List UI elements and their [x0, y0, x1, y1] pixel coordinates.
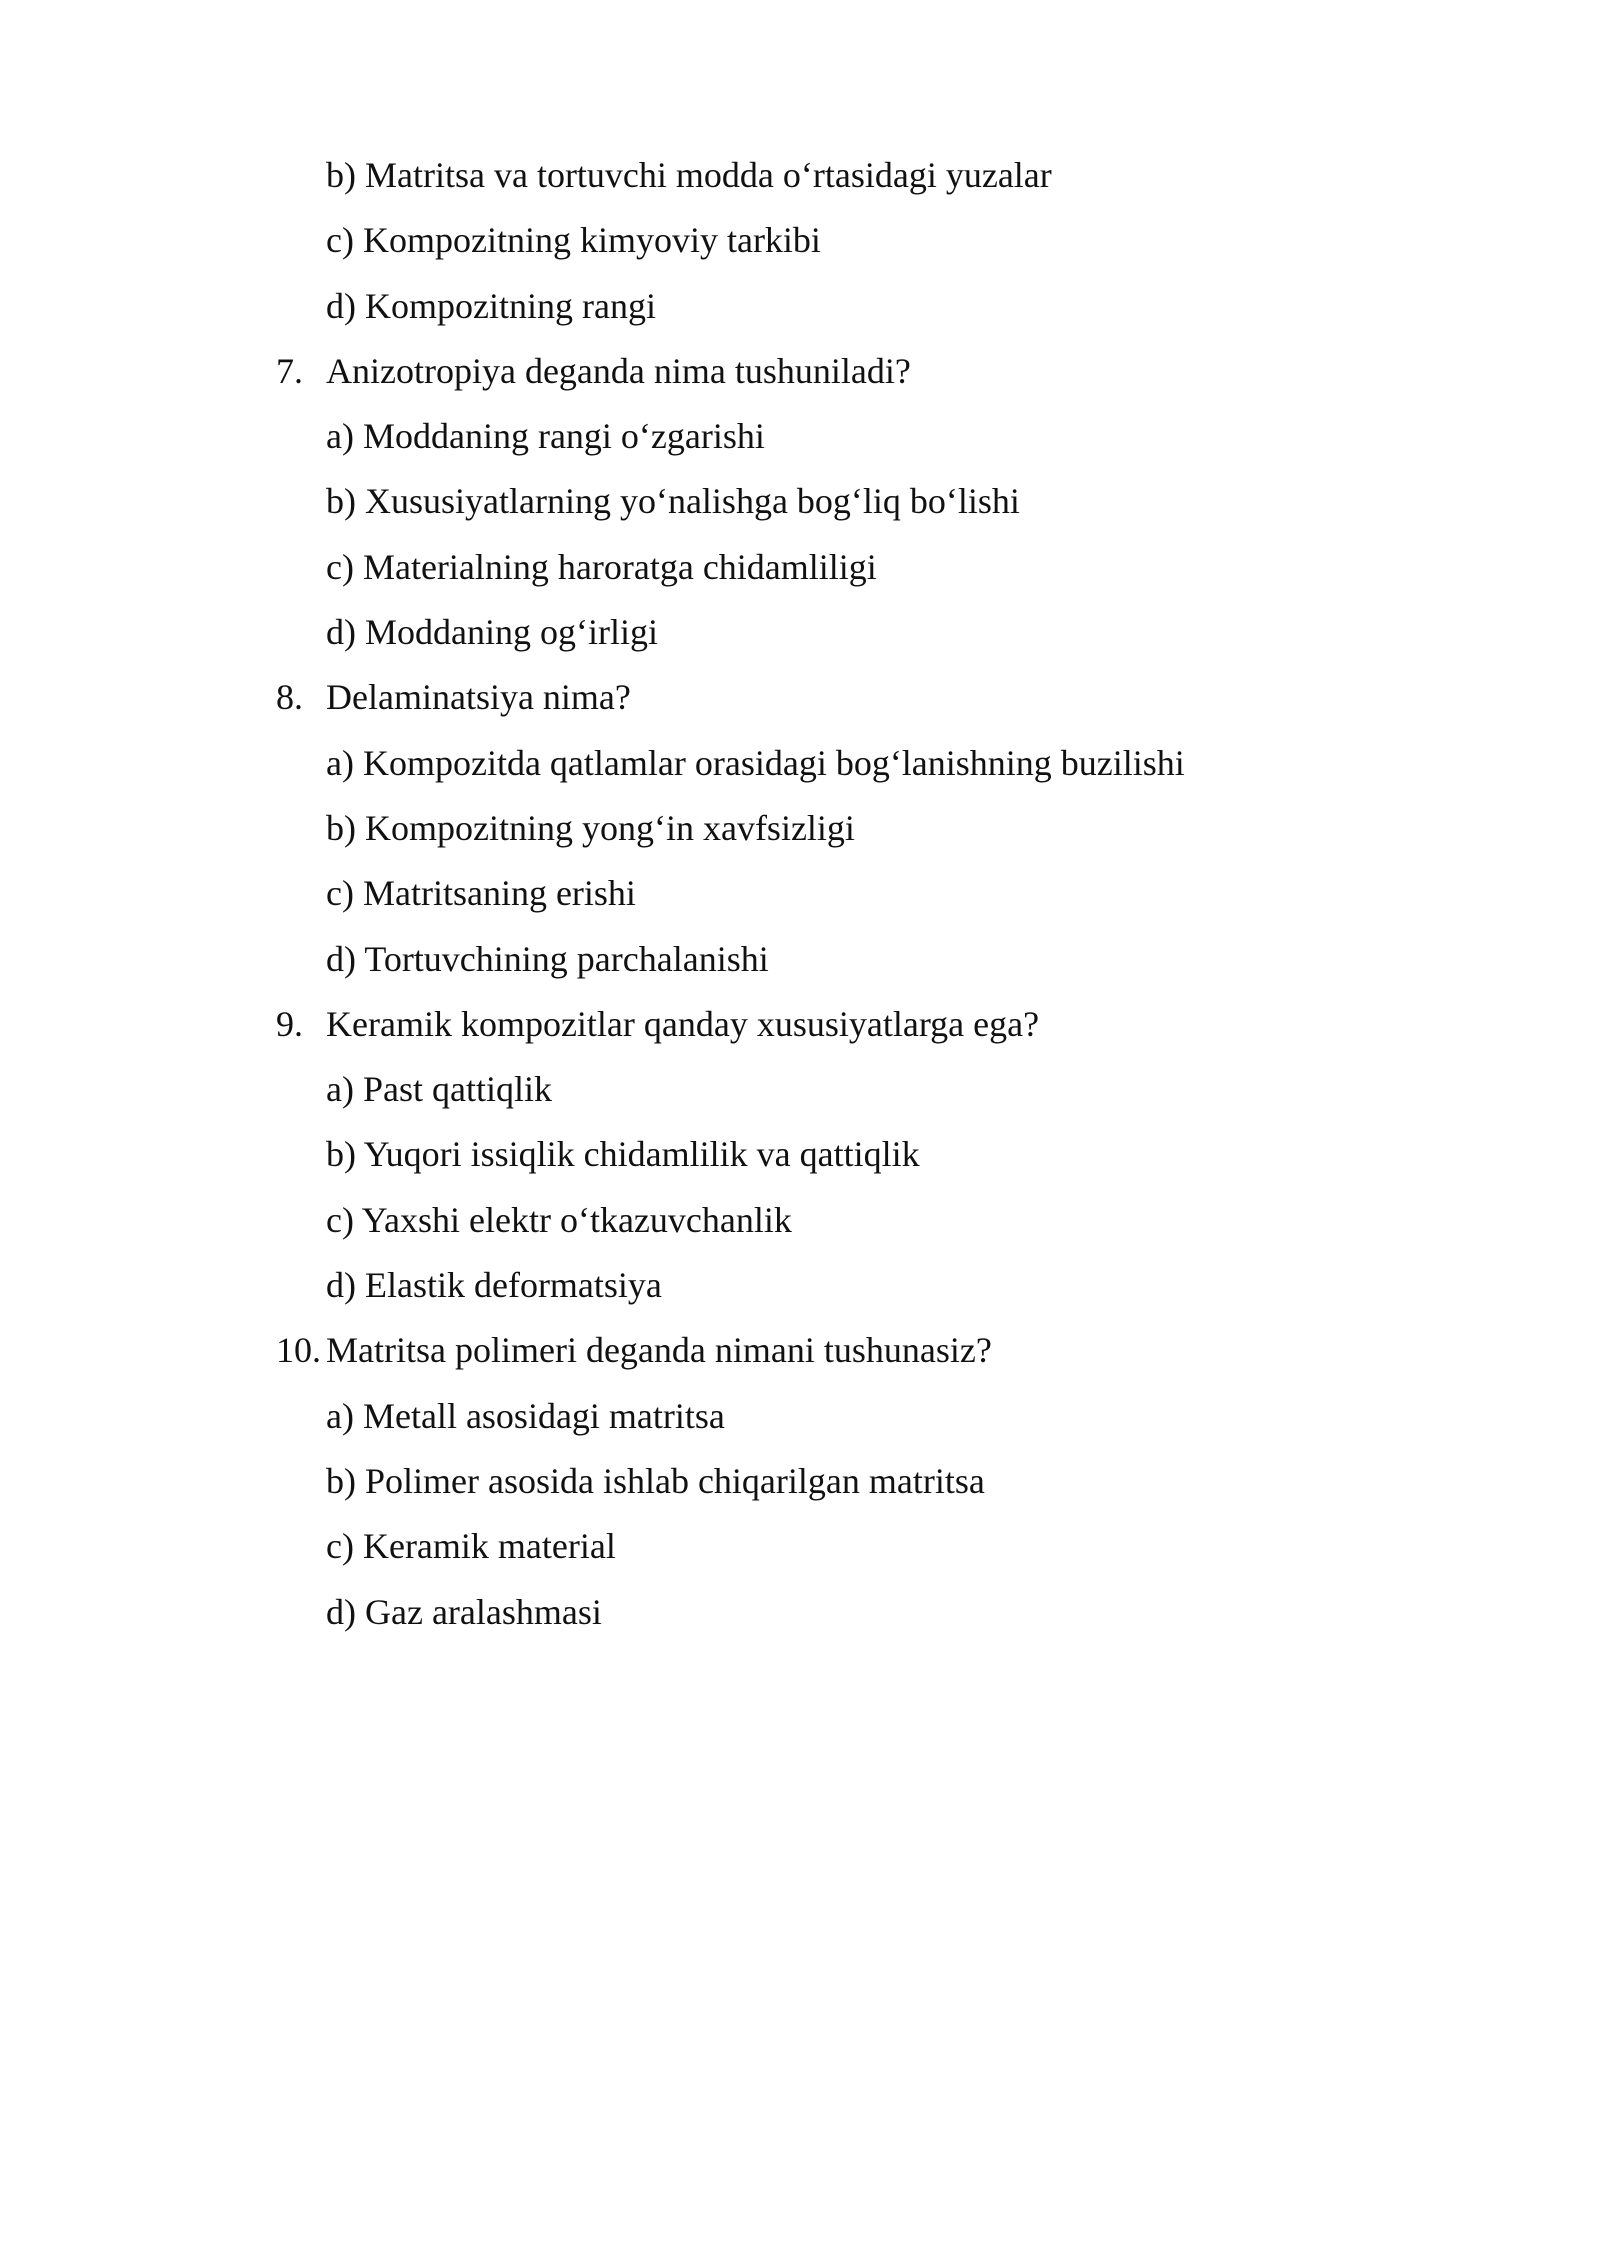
answer-option: d) Moddaning og‘irligi: [326, 612, 658, 653]
question-text: Matritsa polimeri deganda nimani tushunasiz?: [326, 1330, 992, 1371]
quiz-content: [276, 143, 1376, 1645]
answer-option: b) Kompozitning yong‘in xavfsizligi: [326, 807, 855, 848]
question-text: Delaminatsiya nima?: [326, 677, 631, 718]
answer-option: c) Yaxshi elektr o‘tkazuvchanlik: [326, 1199, 792, 1240]
answer-option: c) Matritsaning erishi: [326, 873, 636, 914]
question-9: [276, 992, 1376, 1057]
answer-option: a) Kompozitda qatlamlar orasidagi bog‘lanishning buzilishi: [326, 742, 1185, 783]
answer-option: b) Xususiyatlarning yo‘nalishga bog‘liq bo‘lishi: [326, 481, 1020, 522]
answer-option: d) Elastik deformatsiya: [326, 1265, 662, 1306]
question-number: 7.: [276, 350, 303, 391]
question-number: 9.: [276, 1003, 303, 1044]
answer-option: d) Tortuvchining parchalanishi: [326, 938, 769, 979]
question-8: [276, 665, 1376, 730]
answer-option: a) Past qattiqlik: [326, 1069, 552, 1110]
question-10: [276, 1318, 1376, 1383]
question-text: Keramik kompozitlar qanday xususiyatlarga ega?: [326, 1003, 1040, 1044]
answer-option: b) Polimer asosida ishlab chiqarilgan matritsa: [326, 1460, 985, 1501]
question-number: 8.: [276, 677, 303, 718]
answer-option: c) Kompozitning kimyoviy tarkibi: [326, 220, 821, 261]
question-text: Anizotropiya deganda nima tushuniladi?: [326, 350, 911, 391]
answer-option: a) Moddaning rangi o‘zgarishi: [326, 416, 765, 457]
answer-option: b) Matritsa va tortuvchi modda o‘rtasidagi yuzalar: [326, 155, 1052, 195]
answer-option: a) Metall asosidagi matritsa: [326, 1395, 725, 1436]
answer-option: c) Keramik material: [326, 1526, 616, 1567]
question-number: 10.: [276, 1330, 321, 1371]
question-7: [276, 339, 1376, 404]
answer-option: d) Kompozitning rangi: [326, 285, 656, 326]
answer-option: c) Materialning haroratga chidamliligi: [326, 546, 877, 587]
answer-option: b) Yuqori issiqlik chidamlilik va qattiqlik: [326, 1134, 920, 1175]
answer-option: d) Gaz aralashmasi: [326, 1591, 602, 1632]
